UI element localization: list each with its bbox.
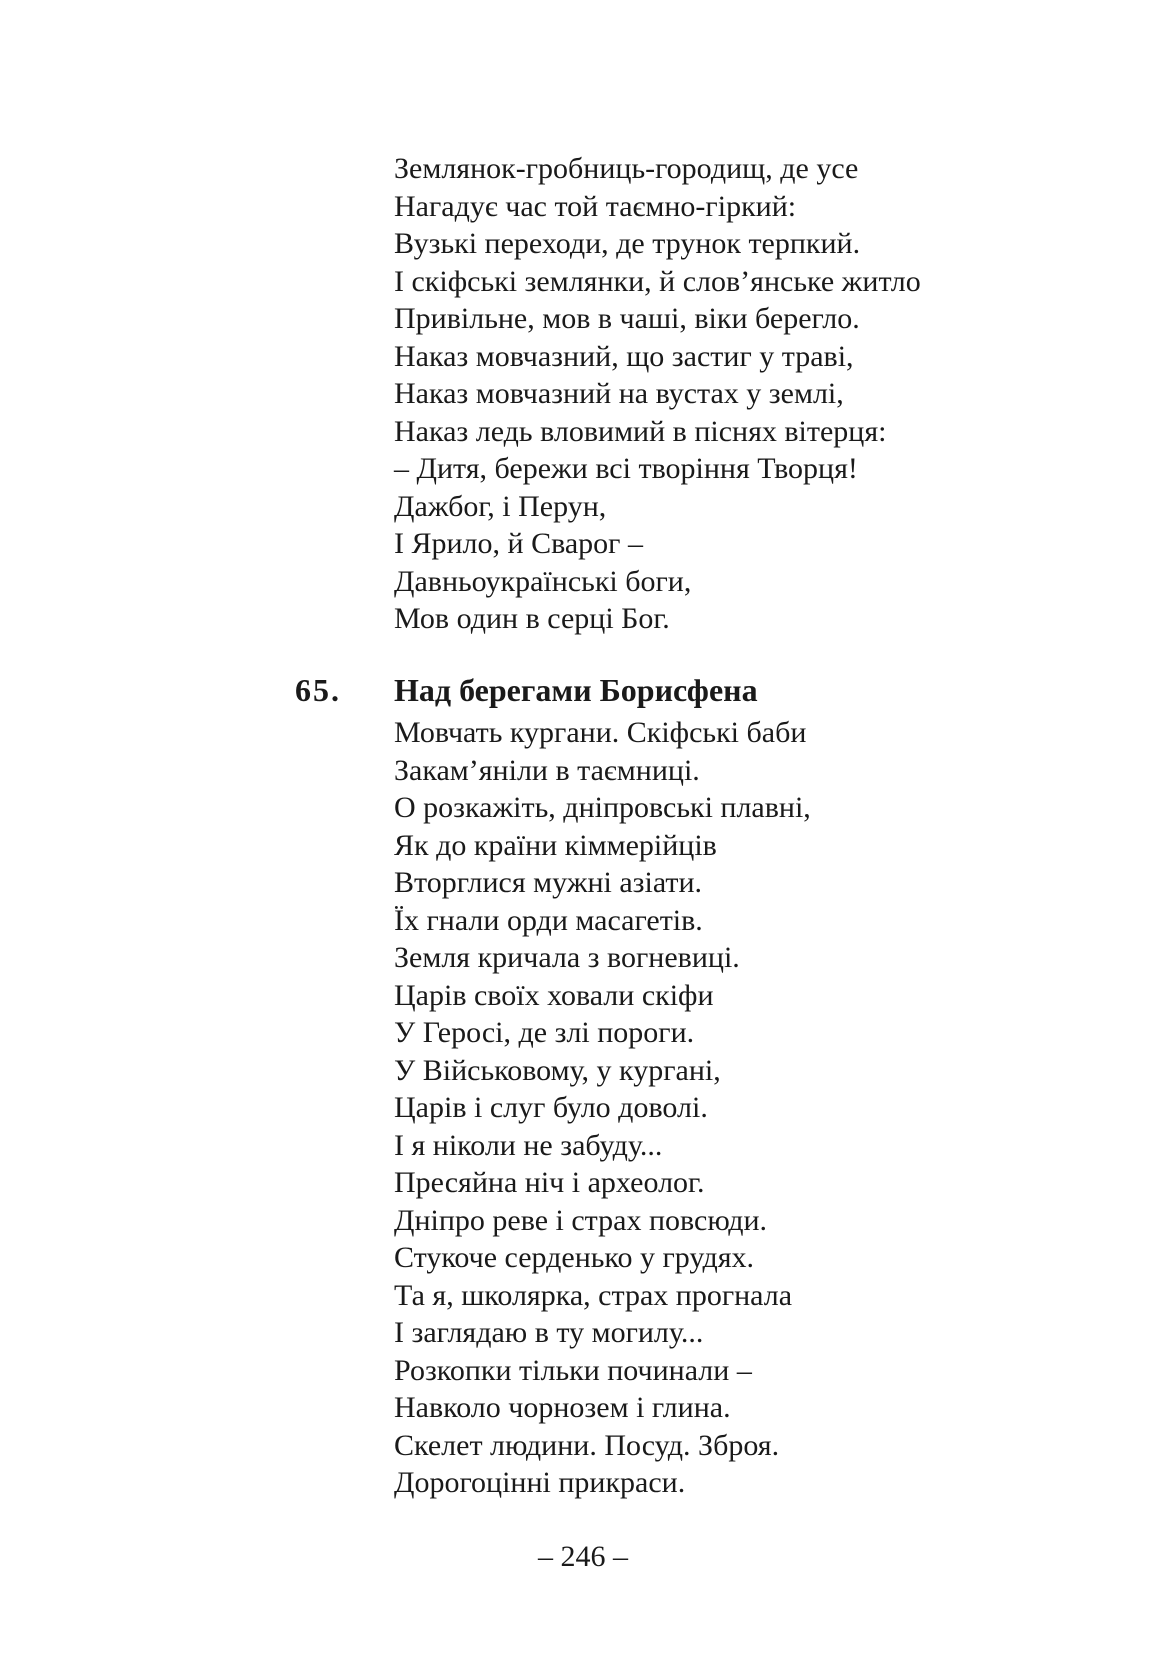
- poem-line: І скіфські землянки, й слов’янське житло: [394, 264, 921, 298]
- poem-line: Навколо чорнозем і глина.: [394, 1391, 731, 1424]
- poem-line: Розкопки тільки починали –: [394, 1353, 752, 1387]
- poem-line: Як до країни кіммерійців: [394, 828, 717, 862]
- poem-line: Нагадує час той таємно-гіркий:: [394, 189, 797, 223]
- poem-line: Царів і слуг було доволі.: [394, 1091, 708, 1124]
- poem-line: Мов один в серці Бог.: [394, 602, 670, 635]
- poem-line: – Дитя, бережи всі творіння Творця!: [394, 452, 858, 485]
- poem-body: [394, 714, 811, 1502]
- poem-line: Пресяйна ніч і археолог.: [394, 1166, 705, 1199]
- poem-line: Скелет людини. Посуд. Зброя.: [394, 1428, 780, 1462]
- poem-line: Земля кричала з вогневиці.: [394, 941, 740, 974]
- poem-line: Давньоукраїнські боги,: [394, 564, 692, 598]
- poem-line: У Військовому, у кургані,: [394, 1053, 721, 1087]
- poem-line: Царів своїх ховали скіфи: [394, 978, 714, 1012]
- poem-line: Дажбог, і Перун,: [394, 489, 607, 523]
- poem-line: Привільне, мов в чаші, віки берегло.: [394, 302, 860, 335]
- poem-line: Закам’яніли в таємниці.: [394, 753, 700, 787]
- poem-line: Дорогоцінні прикраси.: [394, 1466, 686, 1499]
- poem-line: Землянок-гробниць-городищ, де усе: [394, 152, 859, 185]
- poem-line: Наказ ледь вловимий в піснях вітерця:: [394, 414, 887, 448]
- poem-title: Над берегами Борисфена: [394, 672, 758, 708]
- page-number: – 246 –: [538, 1540, 628, 1573]
- poem-line: Вторглися мужні азіати.: [394, 866, 703, 899]
- poem-line: Вузькі переходи, де трунок терпкий.: [394, 227, 861, 260]
- poem-line: Дніпро реве і страх повсюди.: [394, 1203, 768, 1237]
- poem-line: Стукоче серденько у грудях.: [394, 1241, 755, 1274]
- poem-line: Наказ мовчазний, що застиг у траві,: [394, 339, 854, 373]
- poem-line: Мовчать кургани. Скіфські баби: [394, 716, 807, 749]
- poem-line: І Ярило, й Сварог –: [394, 527, 643, 560]
- poem-line: У Геросі, де злі пороги.: [394, 1016, 695, 1049]
- poem-number: 65.: [295, 672, 341, 708]
- poem-line: Та я, школярка, страх прогнала: [394, 1278, 793, 1312]
- poem-line: І я ніколи не забуду...: [394, 1128, 663, 1162]
- poem-line: Наказ мовчазний на вустах у землі,: [394, 377, 844, 410]
- poem-line: О розкажіть, дніпровські плавні,: [394, 791, 811, 824]
- poem-stanza-continued: [394, 150, 921, 638]
- poem-line: Їх гнали орди масагетів.: [394, 903, 703, 937]
- poem-line: І заглядаю в ту могилу...: [394, 1316, 704, 1349]
